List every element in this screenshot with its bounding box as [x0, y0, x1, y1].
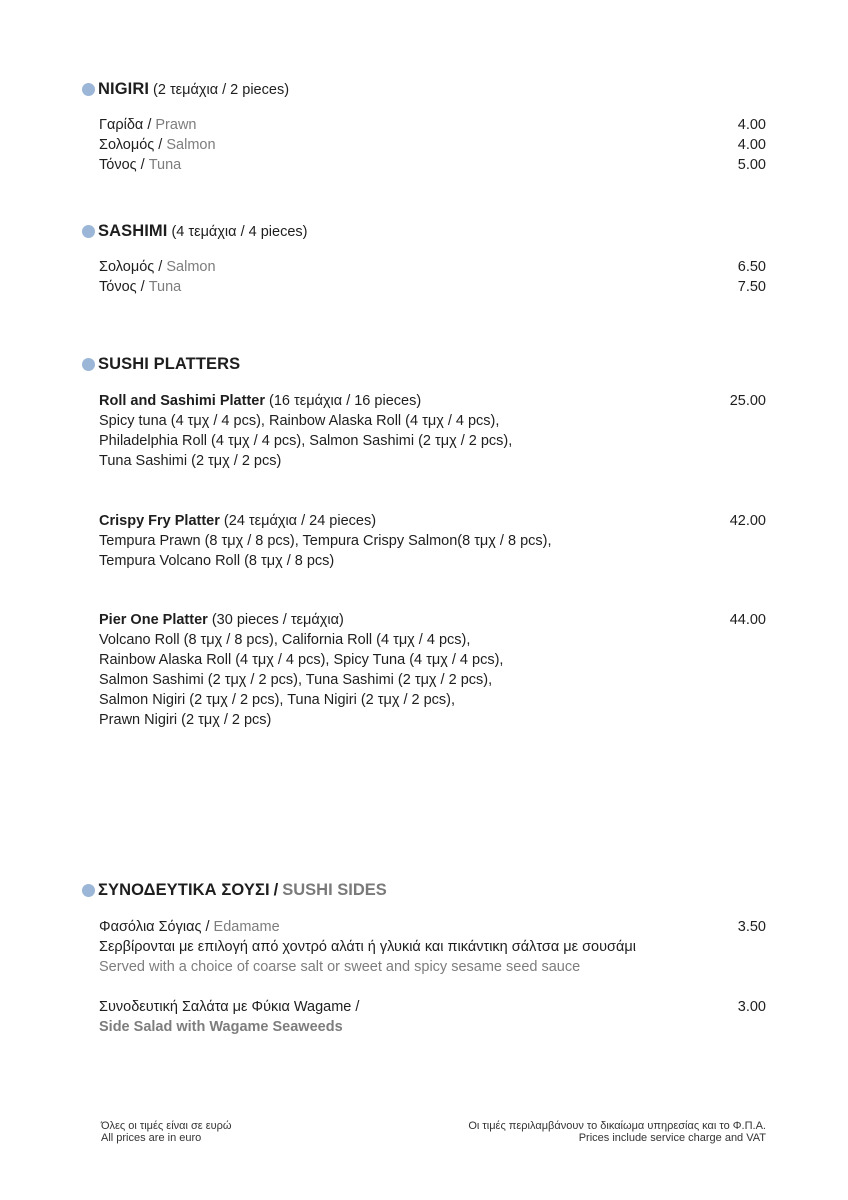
- bullet-icon: [82, 884, 95, 897]
- footer-vat-english: Prices include service charge and VAT: [578, 1132, 766, 1144]
- section-name-greek: ΣΥΝΟΔΕΥΤΙΚΑ ΣΟΥΣΙ: [98, 881, 270, 899]
- platter-desc: Philadelphia Roll (4 τμχ / 4 pcs), Salmon Sashimi (2 τμχ / 2 pcs),: [99, 433, 513, 449]
- item-price: 6.50: [737, 259, 766, 275]
- section-name: NIGIRI: [98, 80, 150, 98]
- section-subtitle: (2 τεμάχια / 2 pieces): [153, 81, 290, 98]
- menu-item: Γαρίδα / Prawn: [99, 117, 197, 133]
- item-price: 4.00: [737, 117, 766, 133]
- platter-name: Roll and Sashimi Platter (16 τεμάχια / 16 pieces): [99, 393, 422, 409]
- footer-left: [101, 1120, 232, 1144]
- section-name: SASHIMI: [98, 222, 168, 240]
- platter-desc: Tempura Volcano Roll (8 τμχ / 8 pcs): [99, 553, 335, 569]
- bullet-icon: [82, 225, 95, 238]
- section-subtitle: (4 τεμάχια / 4 pieces): [171, 223, 308, 240]
- platter-name: Crispy Fry Platter (24 τεμάχια / 24 pieces): [99, 513, 377, 529]
- bullet-icon: [82, 358, 95, 371]
- menu-item: Σολομός / Salmon: [99, 137, 216, 153]
- footer-currency-greek: Όλες οι τιμές είναι σε ευρώ: [101, 1120, 232, 1132]
- menu-item: Τόνος / Tuna: [99, 157, 182, 173]
- item-price: 3.00: [737, 999, 766, 1015]
- menu-item-english: Side Salad with Wagame Seaweeds: [99, 1019, 343, 1035]
- footer-right: [468, 1120, 766, 1144]
- menu-item: Σολομός / Salmon: [99, 259, 216, 275]
- platter-desc: Volcano Roll (8 τμχ / 8 pcs), California Roll (4 τμχ / 4 pcs),: [99, 632, 471, 648]
- platter-name: Pier One Platter (30 pieces / τεμάχια): [99, 612, 344, 628]
- item-price: 5.00: [737, 157, 766, 173]
- item-price: 7.50: [737, 279, 766, 295]
- section-title-sashimi: [82, 222, 307, 241]
- platter-desc: Tuna Sashimi (2 τμχ / 2 pcs): [99, 453, 282, 469]
- title-separator: /: [273, 881, 279, 899]
- section-title-nigiri: [82, 80, 289, 99]
- platter-desc: Prawn Nigiri (2 τμχ / 2 pcs): [99, 712, 272, 728]
- footer-currency-english: All prices are in euro: [101, 1132, 202, 1144]
- footer-vat-greek: Οι τιμές περιλαμβάνουν το δικαίωμα υπηρεσίας και το Φ.Π.Α.: [468, 1120, 766, 1132]
- section-name: SUSHI PLATTERS: [98, 355, 241, 373]
- item-price: 42.00: [729, 513, 766, 529]
- item-price: 44.00: [729, 612, 766, 628]
- item-price: 25.00: [729, 393, 766, 409]
- item-price: 4.00: [737, 137, 766, 153]
- menu-item-greek: Συνοδευτική Σαλάτα με Φύκια Wagame /: [99, 999, 360, 1015]
- item-price: 3.50: [737, 919, 766, 935]
- platter-desc: Spicy tuna (4 τμχ / 4 pcs), Rainbow Alaska Roll (4 τμχ / 4 pcs),: [99, 413, 500, 429]
- section-title-sides: [82, 881, 387, 900]
- section-title-platters: [82, 355, 240, 374]
- item-desc-english: Served with a choice of coarse salt or sweet and spicy sesame seed sauce: [99, 959, 581, 975]
- menu-item: Τόνος / Tuna: [99, 279, 182, 295]
- section-name-english: SUSHI SIDES: [282, 881, 387, 899]
- platter-desc: Salmon Nigiri (2 τμχ / 2 pcs), Tuna Nigiri (2 τμχ / 2 pcs),: [99, 692, 456, 708]
- item-desc-greek: Σερβίρονται με επιλογή από χοντρό αλάτι ή γλυκιά και πικάντικη σάλτσα με σουσάμι: [99, 939, 636, 955]
- platter-desc: Tempura Prawn (8 τμχ / 8 pcs), Tempura Crispy Salmon(8 τμχ / 8 pcs),: [99, 533, 552, 549]
- platter-desc: Salmon Sashimi (2 τμχ / 2 pcs), Tuna Sashimi (2 τμχ / 2 pcs),: [99, 672, 493, 688]
- bullet-icon: [82, 83, 95, 96]
- platter-desc: Rainbow Alaska Roll (4 τμχ / 4 pcs), Spicy Tuna (4 τμχ / 4 pcs),: [99, 652, 504, 668]
- menu-item: Φασόλια Σόγιας / Edamame: [99, 919, 280, 935]
